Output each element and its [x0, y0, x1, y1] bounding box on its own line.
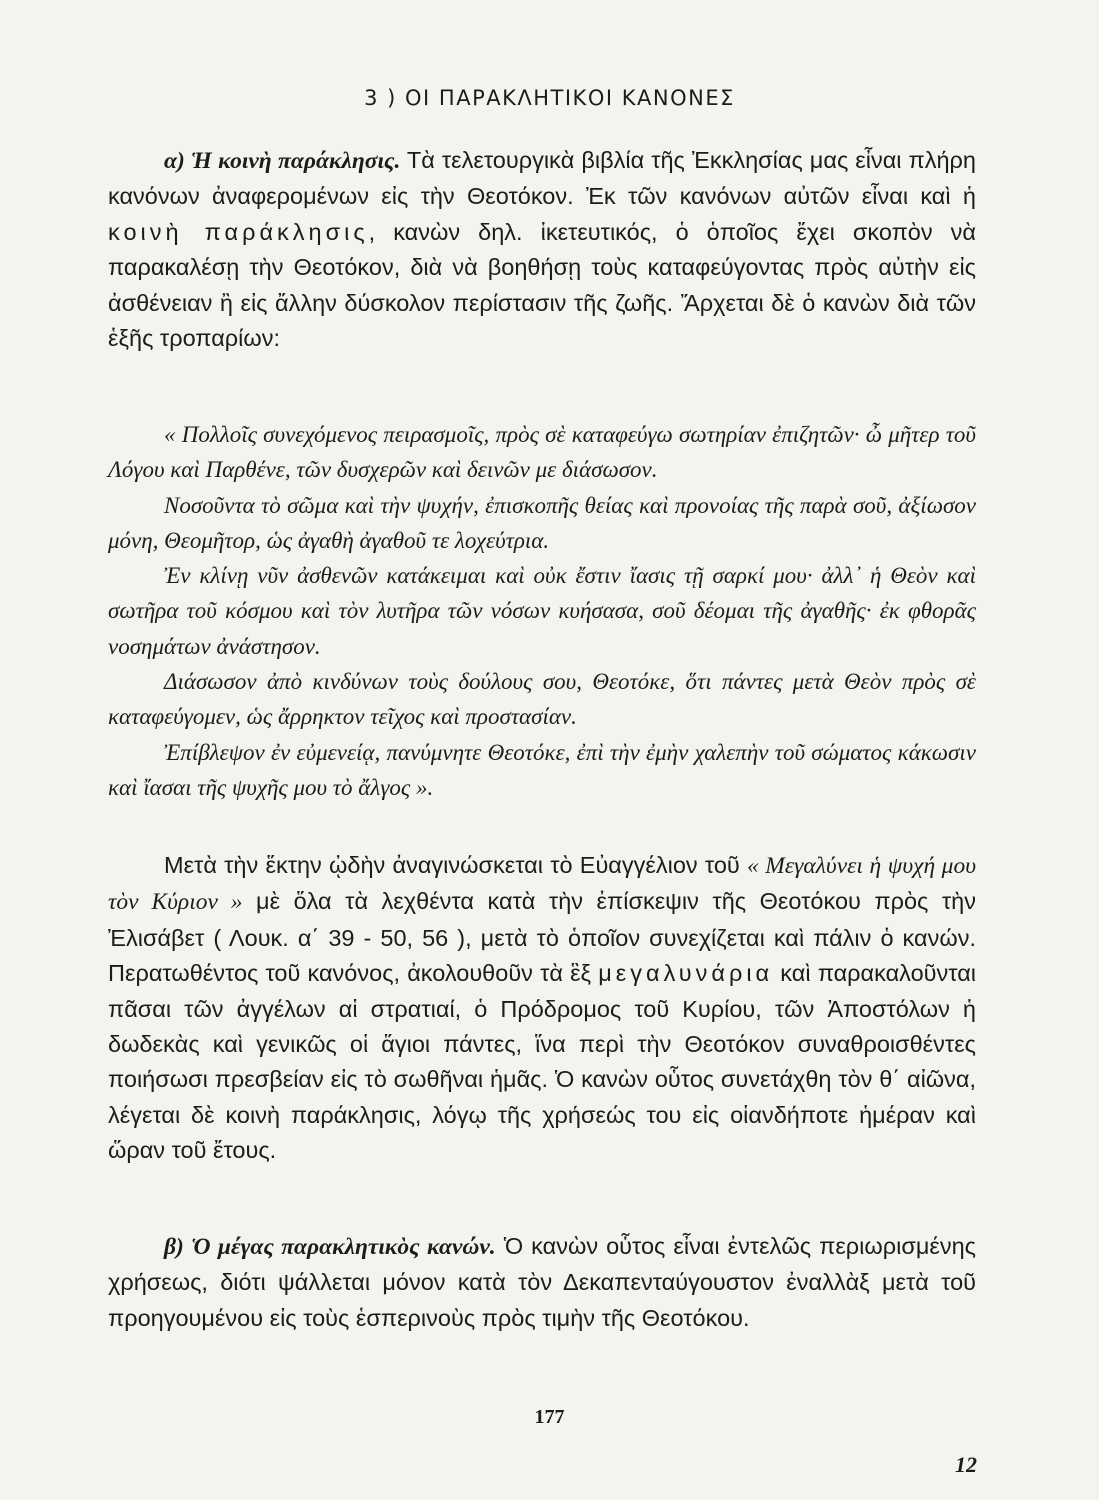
- hymn-3-text: Ἐν κλίνῃ νῦν ἀσθενῶν κατάκειμαι καὶ οὐκ ἔστιν ἴασις τῇ σαρκί μου· ἀλλ᾽ ἡ Θεὸν καὶ σωτῆρα τοῦ κόσμου καὶ τὸν λυτῆρα τῶν νόσων κυήσασα, σοῦ δέομαι τῆς ἀγαθῆς· ἐκ φθορᾶς νοσημάτων ἀνάστησον.: [108, 563, 976, 659]
- section-a-paragraph: [108, 143, 976, 356]
- gospel-quote: « Μεγαλύνει ἡ ψυχή μου τὸν Κύριον »: [108, 853, 976, 916]
- hymn-5-text: Ἐπίβλεψον ἐν εὐμενείᾳ, πανύμνητε Θεοτόκε, ἐπὶ τὴν ἐμὴν χαλεπὴν τοῦ σώματος κάκωσιν καὶ ἴασαι τῆς ψυχῆς μου τὸ ἄλγος ».: [108, 739, 976, 800]
- section-a-text-1: Τὰ τελετουργικὰ βιβλία τῆς Ἐκκλησίας μας εἶναι πλήρη κανόνων ἀναφερομένων εἰς τὴν Θεοτόκον. Ἐκ τῶν κανόνων αὐτῶν εἶναι καὶ ἡ: [108, 147, 976, 210]
- hymn-block: [108, 417, 976, 805]
- page-number: 177: [534, 1406, 565, 1428]
- section-a-label: α) Ἡ κοινὴ παράκλησις.: [164, 148, 401, 174]
- para-2-text-2: μὲ ὅλα τὰ λεχθέντα κατὰ τὴν ἐπίσκεψιν τῆς Θεοτόκου πρὸς τὴν Ἐλισάβετ ( Λουκ. α΄ 39 - 50, 56 ), μετὰ τὸ ὁποῖον συνεχίζεται καὶ πάλιν ὁ κανών. Περατωθέντος τοῦ κανόνος, ἀκολουθοῦν τὰ ἓξ: [108, 888, 976, 987]
- para-2-text-3: καὶ παρακαλοῦνται πᾶσαι τῶν ἀγγέλων αἱ στρατιαί, ὁ Πρόδρομος τοῦ Κυρίου, τῶν Ἀποστόλων ἡ δωδεκὰς καὶ γενικῶς οἱ ἅγιοι πάντες, ἵνα περὶ τὴν Θεοτόκον συναθροισθέντες ποιήσωσι πρεσβείαν εἰς τὸ σωθῆναι ἡμᾶς. Ὁ κανὼν οὗτος συνετάχθη τὸν θ΄ αἰῶνα, λέγεται δὲ κοινὴ παράκλησις, λόγῳ τῆς χρήσεώς του εἰς οἱανδήποτε ἡμέραν καὶ ὥραν τοῦ ἔτους.: [108, 960, 976, 1164]
- section-b-label: β) Ὁ μέγας παρακλητικὸς κανών.: [164, 1234, 496, 1260]
- para-2-spaced-term: μεγαλυνάρια: [598, 960, 774, 987]
- signature-mark: 12: [955, 1452, 977, 1477]
- hymn-2-text: Νοσοῦντα τὸ σῶμα καὶ τὴν ψυχήν, ἐπισκοπῆς θείας καὶ προνοίας τῆς παρὰ σοῦ, ἀξίωσον μόνη, Θεομῆτορ, ὡς ἀγαθὴ ἀγαθοῦ τε λοχεύτρια.: [108, 492, 976, 553]
- paragraph-2: [108, 848, 976, 1169]
- hymn-1: [108, 417, 976, 488]
- paragraph-2-text: [108, 848, 976, 1169]
- hymn-1-text: « Πολλοῖς συνεχόμενος πειρασμοῖς, πρὸς σὲ καταφεύγω σωτηρίαν ἐπιζητῶν· ὦ μῆτερ τοῦ Λόγου καὶ Παρθένε, τῶν δυσχερῶν καὶ δεινῶν με διάσωσον.: [108, 422, 976, 483]
- hymn-2: [108, 488, 976, 559]
- hymn-5: [108, 735, 976, 806]
- section-b-paragraph: [108, 1229, 976, 1336]
- para-2-text-1: Μετὰ τὴν ἕκτην ᾠδὴν ἀναγινώσκεται τὸ Εὐαγγέλιον τοῦ: [164, 852, 747, 878]
- hymn-3: [108, 558, 976, 664]
- section-b: [108, 1229, 976, 1336]
- section-a-spaced-term: κοινὴ παράκλησις: [108, 218, 369, 245]
- section-a-text-2: , κανὼν δηλ. ἱκετευτικός, ὁ ὁποῖος ἔχει σκοπὸν νὰ παρακαλέσῃ τὴν Θεοτόκον, διὰ νὰ βοηθήσῃ τοὺς καταφεύγοντας πρὸς αὐτὴν εἰς ἀσθένειαν ἢ εἰς ἄλλην δύσκολον περίστασιν τῆς ζωῆς. Ἄρχεται δὲ ὁ κανὼν διὰ τῶν ἑξῆς τροπαρίων:: [108, 218, 976, 352]
- section-b-text: Ὁ κανὼν οὗτος εἶναι ἐντελῶς περιωρισμένης χρήσεως, διότι ψάλλεται μόνον κατὰ τὸν Δεκαπενταύγουστον ἐναλλὰξ μετὰ τοῦ προηγουμένου εἰς τοὺς ἑσπερινοὺς πρὸς τιμὴν τῆς Θεοτόκου.: [108, 1233, 976, 1331]
- section-heading: 3 ) ΟΙ ΠΑΡΑΚΛΗΤΙΚΟΙ ΚΑΝΟΝΕΣ: [364, 86, 735, 110]
- hymn-4: [108, 664, 976, 735]
- hymn-4-text: Διάσωσον ἀπὸ κινδύνων τοὺς δούλους σου, Θεοτόκε, ὅτι πάντες μετὰ Θεὸν πρὸς σὲ καταφεύγομεν, ὡς ἄρρηκτον τεῖχος καὶ προστασίαν.: [108, 669, 976, 730]
- section-a: [108, 143, 976, 356]
